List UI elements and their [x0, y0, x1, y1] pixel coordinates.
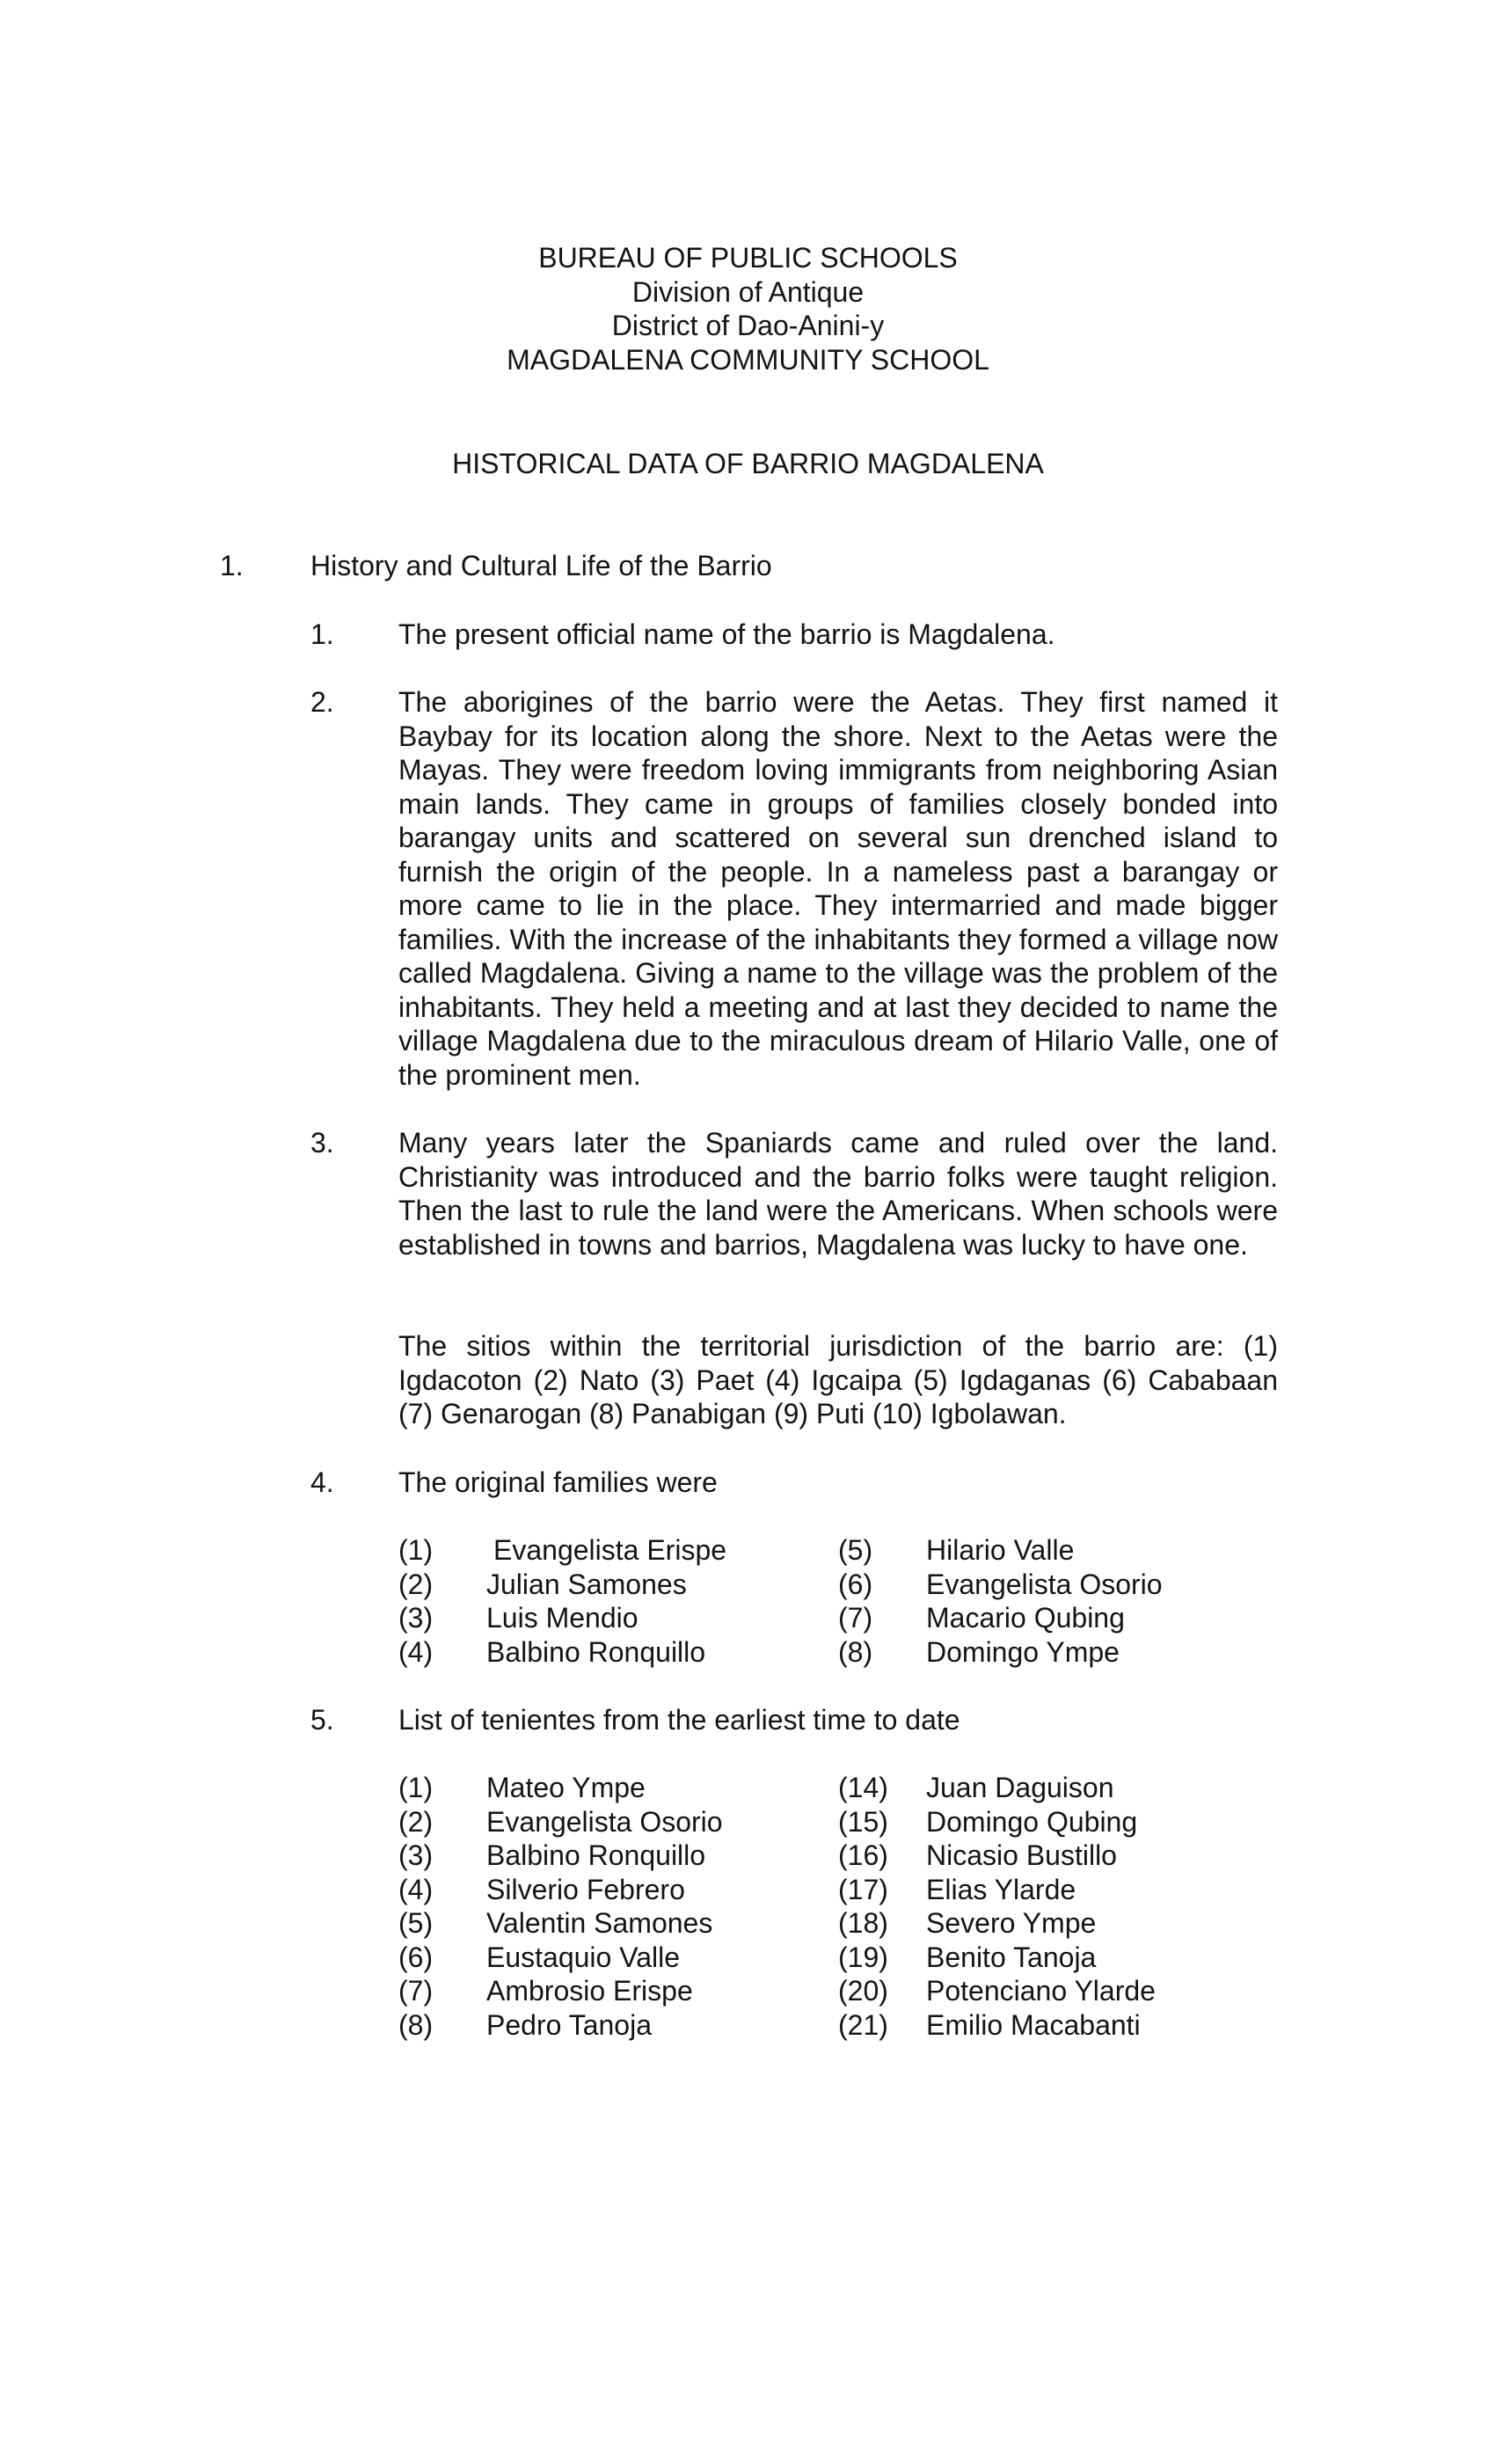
list-name: Valentin Samones — [486, 1907, 713, 1939]
list-name: Emilio Macabanti — [926, 2008, 1141, 2041]
list-number: (5) — [838, 1534, 873, 1566]
list-number: (18) — [838, 1907, 888, 1939]
list-number: (14) — [838, 1772, 888, 1803]
letterhead-division: Division of Antique — [631, 275, 865, 308]
list-number: (15) — [838, 1805, 888, 1838]
list-number: (6) — [838, 1568, 873, 1600]
list-number: (2) — [398, 1805, 434, 1838]
item-text: The present official name of the barrio is Magdalena. — [398, 618, 1055, 650]
letterhead-bureau: BUREAU OF PUBLIC SCHOOLS — [538, 242, 958, 274]
list-name: Evangelista Osorio — [486, 1805, 723, 1838]
tenientes-list — [398, 1771, 1278, 2042]
list-item — [398, 1906, 1278, 1941]
list-name: Juan Daguison — [926, 1772, 1114, 1803]
list-name: Potenciano Ylarde — [926, 1975, 1156, 2007]
list-name: Pedro Tanoja — [486, 2008, 652, 2041]
letterhead-school: MAGDALENA COMMUNITY SCHOOL — [507, 343, 989, 376]
list-number: (19) — [838, 1941, 888, 1973]
families-list — [398, 1533, 1278, 1669]
list-item — [398, 1533, 1278, 1568]
list-number: (16) — [838, 1839, 888, 1871]
list-item — [398, 1974, 1278, 2008]
list-number: (6) — [398, 1941, 434, 1973]
list-item — [398, 1568, 1278, 1602]
item-number: 5. — [310, 1704, 334, 1736]
list-number: (1) — [398, 1534, 434, 1566]
list-number: (2) — [398, 1568, 434, 1600]
item-number: 3. — [310, 1127, 334, 1159]
section-title: History and Cultural Life of the Barrio — [310, 550, 772, 581]
list-item — [398, 1601, 1278, 1635]
list-name: Silverio Febrero — [486, 1873, 685, 1905]
list-name: Severo Ympe — [926, 1907, 1097, 1939]
item-text: Many years later the Spaniards came and ruled over the land. Christianity was introduced and the barrio folks were taught religion. Then the last to rule the land were the Americans. When schools were established in towns and barrios, Magdalena was lucky to have one. — [398, 1127, 1278, 1261]
list-item — [398, 1941, 1278, 1975]
item-text: The aborigines of the barrio were the Aetas. They first named it Baybay for its location along the shore. Next to the Aetas were the Mayas. They were freedom loving immigrants from neighboring Asian main lands. They came in groups of families closely bonded into barangay units and scattered on several sun drenched island to furnish the origin of the people. In a nameless past a barangay or more came to lie in the place. They intermarried and made bigger families. With the increase of the inhabitants they formed a village now called Magdalena. Giving a name to the village was the problem of the inhabitants. They held a meeting and at last they decided to name the village Magdalena due to the miraculous dream of Hilario Valle, one of the prominent men. — [398, 686, 1278, 1091]
item-text: The original families were — [398, 1466, 718, 1498]
list-name: Evangelista Osorio — [926, 1568, 1163, 1600]
list-name: Evangelista Erispe — [493, 1534, 727, 1566]
item-text-sitios: The sitios within the territorial jurisdiction of the barrio are: (1) Igdacoton (2) Nato (3) Paet (4) Igcaipa (5) Igdaganas (6) Cababaan (7) Genarogan (8) Panabigan (9) Puti (10) Igbolawan. — [398, 1330, 1278, 1429]
list-number: (7) — [398, 1975, 434, 2007]
list-name: Hilario Valle — [926, 1534, 1075, 1566]
list-item — [398, 1771, 1278, 1805]
list-name: Luis Mendio — [486, 1602, 639, 1634]
list-number: (4) — [398, 1635, 434, 1668]
list-number: (5) — [398, 1907, 434, 1939]
list-name: Elias Ylarde — [926, 1873, 1076, 1905]
section-number: 1. — [220, 550, 244, 581]
letterhead — [0, 241, 1496, 377]
list-name: Balbino Ronquillo — [486, 1635, 706, 1668]
list-name: Mateo Ympe — [486, 1772, 646, 1803]
list-item — [398, 1839, 1278, 1873]
list-number: (3) — [398, 1839, 434, 1871]
list-number: (7) — [838, 1602, 873, 1634]
document-title: HISTORICAL DATA OF BARRIO MAGDALENA — [452, 448, 1044, 479]
list-number: (21) — [838, 2008, 888, 2041]
list-number: (1) — [398, 1772, 434, 1803]
list-name: Eustaquio Valle — [486, 1941, 680, 1973]
list-number: (8) — [838, 1635, 873, 1668]
list-name: Balbino Ronquillo — [486, 1839, 706, 1871]
list-name: Domingo Ympe — [926, 1635, 1120, 1668]
list-item — [398, 1635, 1278, 1670]
list-number: (4) — [398, 1873, 434, 1905]
list-number: (8) — [398, 2008, 434, 2041]
list-item — [398, 2008, 1278, 2043]
list-item — [398, 1873, 1278, 1907]
list-item — [398, 1805, 1278, 1839]
list-name: Julian Samones — [486, 1568, 687, 1600]
list-number: (20) — [838, 1975, 888, 2007]
item-number: 4. — [310, 1466, 334, 1498]
item-text: List of tenientes from the earliest time to date — [398, 1704, 960, 1736]
list-number: (3) — [398, 1602, 434, 1634]
list-name: Nicasio Bustillo — [926, 1839, 1117, 1871]
list-name: Macario Qubing — [926, 1602, 1125, 1634]
list-name: Domingo Qubing — [926, 1805, 1138, 1838]
item-number: 1. — [310, 618, 334, 650]
list-name: Ambrosio Erispe — [486, 1975, 693, 2007]
list-name: Benito Tanoja — [926, 1941, 1097, 1973]
list-number: (17) — [838, 1873, 888, 1905]
item-number: 2. — [310, 686, 334, 718]
letterhead-district: District of Dao-Anini-y — [611, 310, 885, 341]
